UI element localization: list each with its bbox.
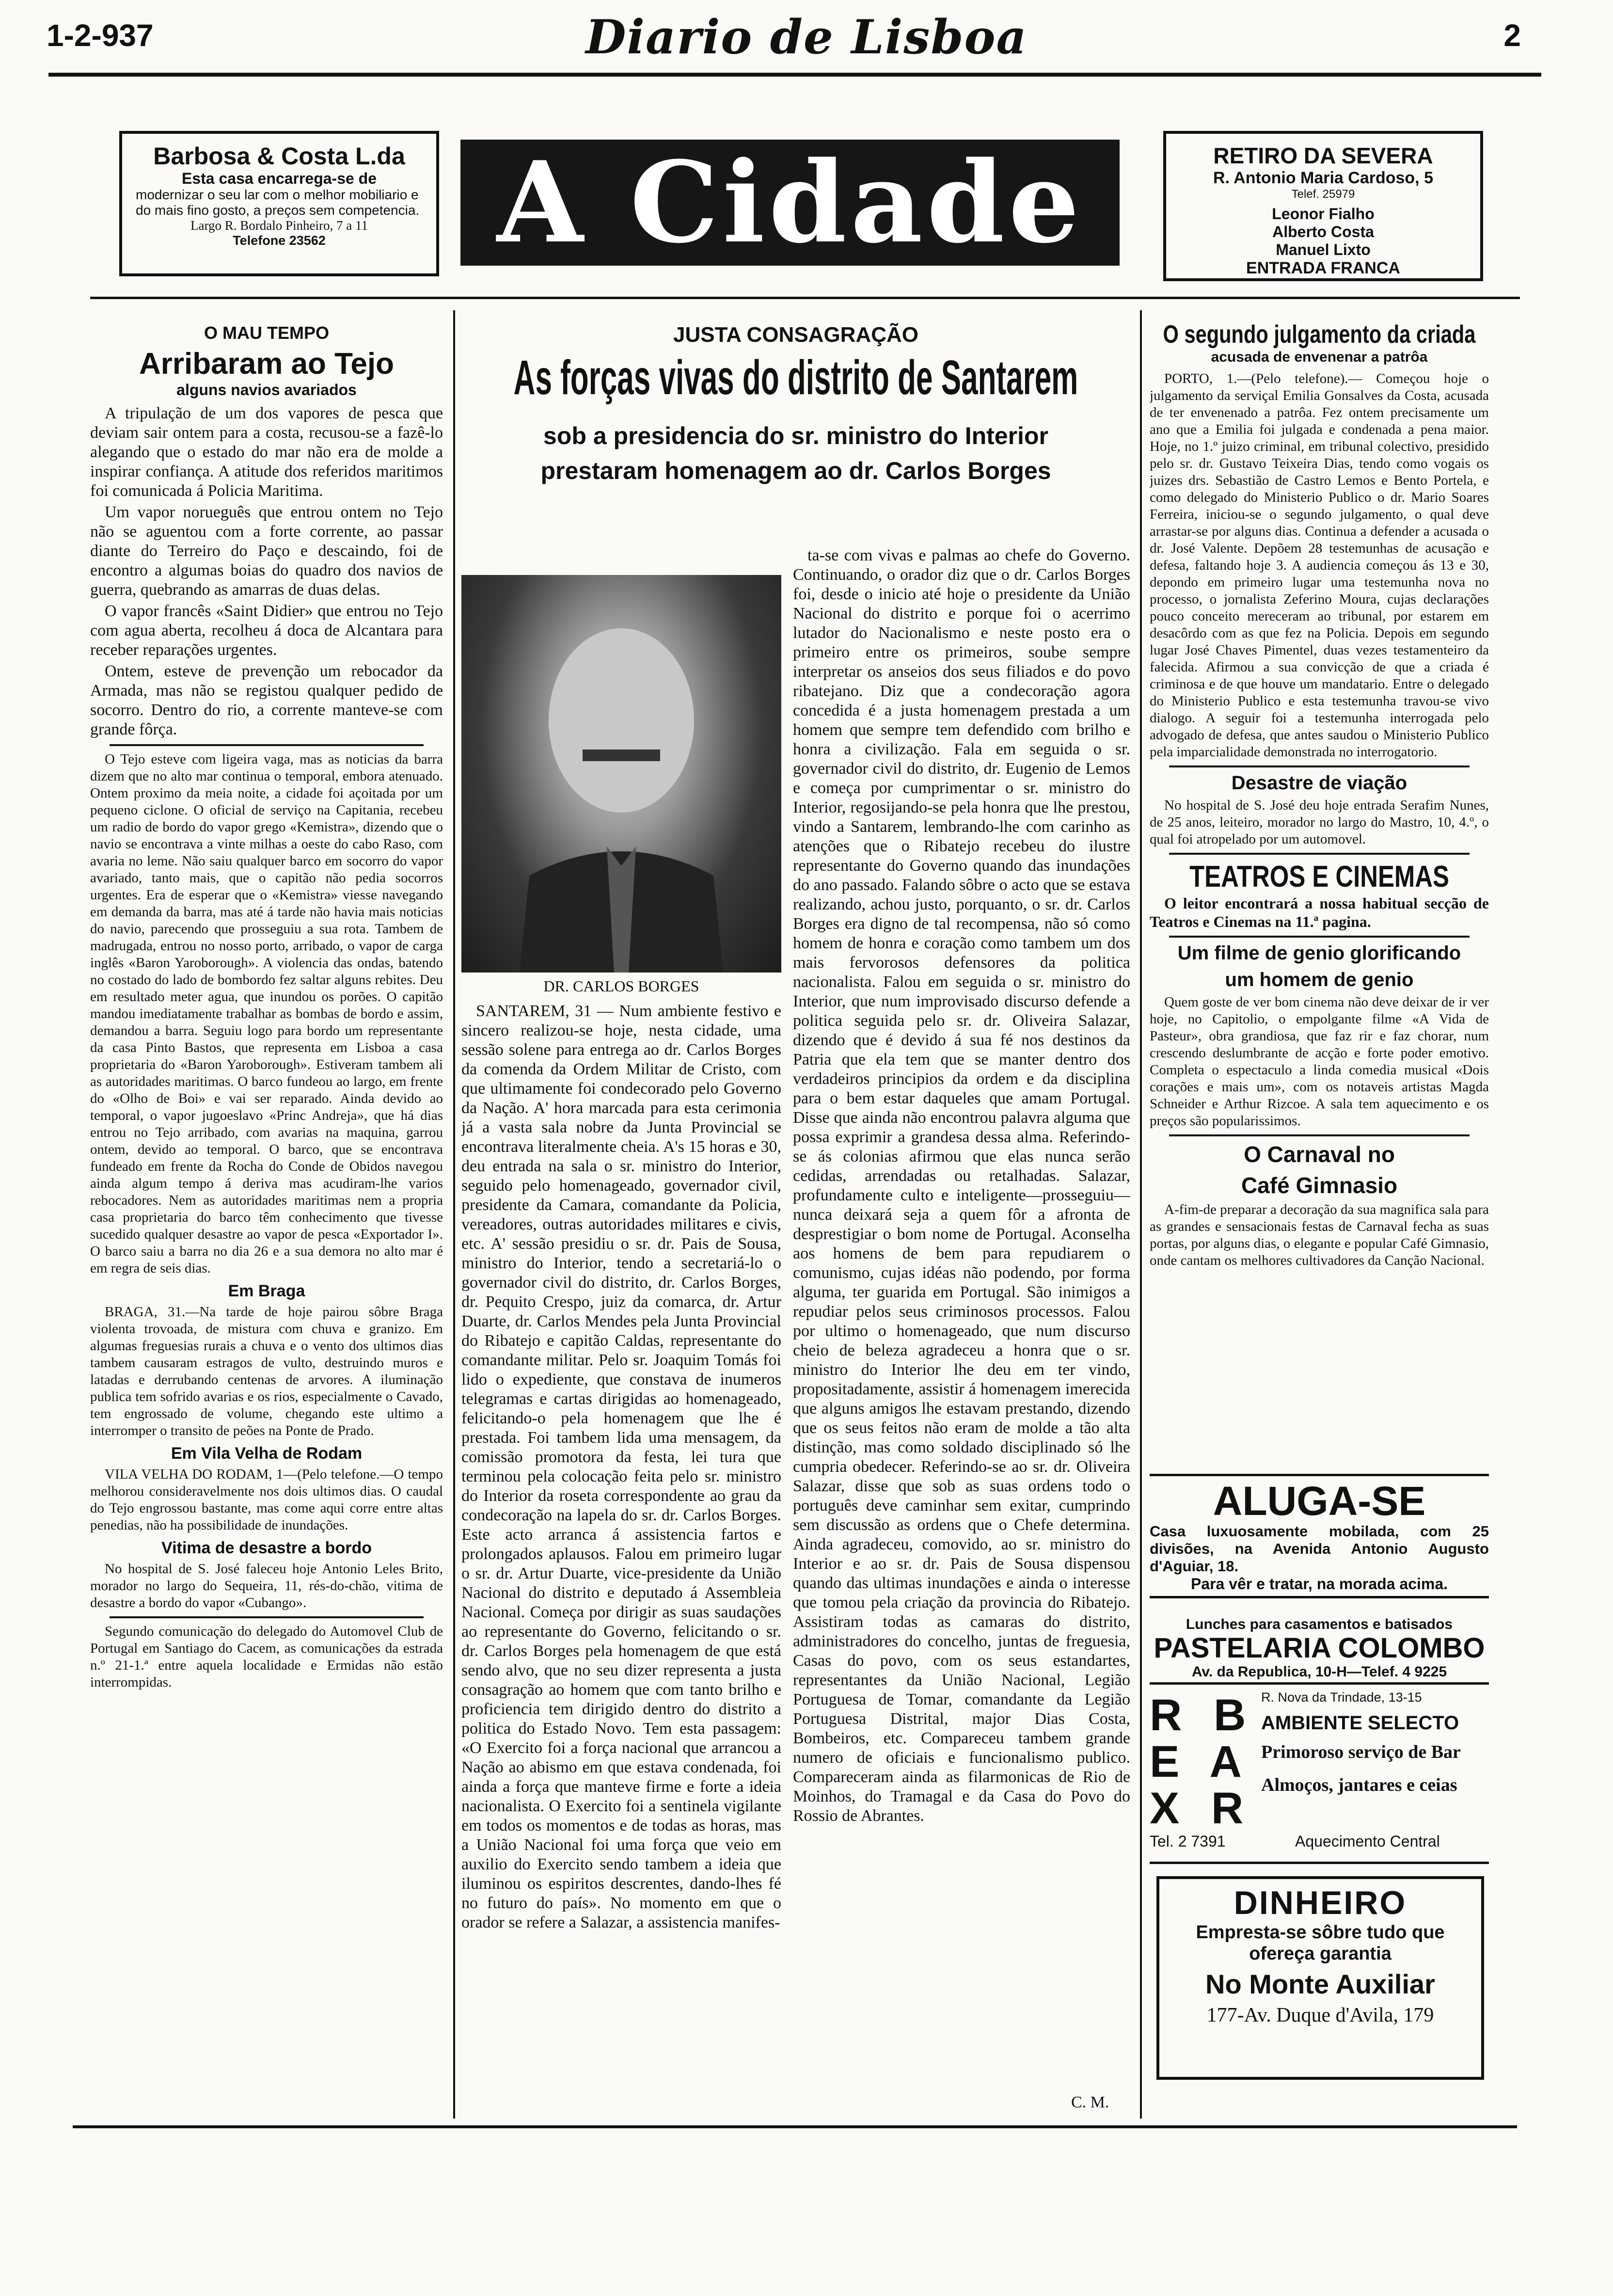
- center-column-a: [461, 1002, 781, 2107]
- right-divider-4: [1169, 1134, 1470, 1136]
- section-masthead: A Cidade: [460, 140, 1120, 266]
- ad-severa-address: R. Antonio Maria Cardoso, 5: [1213, 169, 1433, 187]
- center-subheadline-2: prestaram homenagem ao dr. Carlos Borges: [540, 457, 1051, 484]
- ad-severa-artist-3: Manuel Lixto: [1276, 241, 1371, 258]
- ad-dinheiro: [1156, 1876, 1484, 2080]
- vila-heading: Em Vila Velha de Rodam: [171, 1444, 363, 1463]
- portrait-caption: DR. CARLOS BORGES: [543, 977, 699, 995]
- ad-dinheiro-title: DINHEIRO: [1233, 1884, 1407, 1921]
- left-subheadline: alguns navios avariados: [176, 381, 357, 399]
- left-paragraph-4: Ontem, esteve de prevenção um rebocador da Armada, mas não se registou qualquer pedido de socorro. Dentro do rio, a corrente manteve-se com grande fôrça.: [90, 662, 443, 738]
- ad-barbosa: [119, 131, 439, 276]
- right-headline: O segundo julgamento da criada: [1163, 320, 1476, 349]
- ad-rbe: [1150, 1687, 1489, 1864]
- right-divider-2: [1169, 853, 1470, 855]
- ad-barbosa-title: Barbosa & Costa L.da: [153, 143, 405, 170]
- carnaval-heading-2: Café Gimnasio: [1241, 1173, 1398, 1198]
- ad-rbe-address: R. Nova da Trindade, 13-15: [1261, 1690, 1422, 1705]
- left-column: [90, 320, 443, 2114]
- center-body-a: SANTAREM, 31 — Num ambiente festivo e sincero realizou-se hoje, nesta cidade, uma sessão solene para entrega ao dr. Carlos Borges da comenda da Ordem Militar de Cristo, com que ultimamente foi condecorado pelo Governo da Nação. A' hora marcada para esta cerimonia já a vasta sala nobre da Junta Provincial se encontrava literalmente cheia. A's 15 horas e 30, deu entrada na sala o sr. ministro do Interior, seguido pelo homenageado, governador civil, presidente da Camara, comandante da Policia, vereadores, outras autoridades militares e civis, etc. A' sessão presidiu o sr. dr. Pais de Sousa, ministro do Interior, tendo a secretariá-lo o governador civil do distrito, dr. Carlos Borges, dr. Pequito Crespo, juiz da comarca, dr. Artur Duarte, dr. Carlos Mendes pela Junta Provincial do Ribatejo e capitão Caldas, representante do comandante militar. Pelo sr. Joaquim Tomás foi lido o expediente, que constava de inumeros telegramas e cartas dirigidas ao homenageado, felicitando-o pela homenagem que lhe é prestada. Foi tambem lida uma mensagem, da comissão promotora da festa, lei tura que terminou pela colocação feita pelo sr. ministro do Interior da roseta correspondente ao grau da condecoração na lapela do sr. dr. Carlos Borges. Este acto arranca á assistencia fartos e prolongados aplausos. Falou em primeiro lugar o sr. dr. Artur Duarte, vice-presidente da União Nacional do distrito e deputado á Assembleia Nacional. Começa por dirigir as suas saudações ao representante do Governo, felicitando o sr. dr. Carlos Borges pela homenagem de que está sendo alvo, que no seu dizer representa a justa consagração ao homem que com tanto brilho e proficiencia tem dirigido dentro do distrito a politica do Estado Novo. Tem esta passagem: «O Exercito foi a força nacional que arrancou a Nação ao abismo em que estava condenada, foi ainda a força que manteve firme e forte a ideia nacionalista. O Exercito foi a sentinela vigilante em todos os momentos e de todas as horas, mas a União Nacional foi uma força que veio em auxilio do Exercito sendo tambem a ideia que iluminou os espiritos descrentes, dando-lhes fé no futuro do país». No momento em que o orador se refere a Salazar, a assistencia manifes-: [461, 1002, 781, 1931]
- ad-colombo-address: Av. da Republica, 10-H—Telef. 4 9225: [1191, 1664, 1447, 1680]
- carnaval-text: A-fim-de preparar a decoração da sua magnifica sala para as grandes e sensacionais festas de Carnaval fecha as suas portas, por alguns dias, o elegante e popular Café Gimnasio, onde cantam os melhores cultivadores da Canção Nacional.: [1150, 1202, 1489, 1268]
- center-headline: As forças vivas do distrito de Santarem: [513, 351, 1078, 405]
- ad-colombo-top: Lunches para casamentos e batisados: [1186, 1616, 1453, 1632]
- automovel-text: Segundo comunicação do delegado do Automovel Club de Portugal em Santiago do Cacem, as comunicações da estrada n.º 21-1.ª entre aquela localidade e Ermidas não estão interrompidas.: [90, 1624, 443, 1690]
- left-paragraph-2: Um vapor norueguês que entrou ontem no Tejo não se aguentou com a forte corrente, ao passar diante do Terreiro do Paço e descaindo, foi de encontro a algumas boias do quadro dos navios de guerra, quebrando as amarras de duas delas.: [90, 503, 443, 599]
- newspaper-title: Diario de Lisboa: [585, 10, 1028, 64]
- left-paragraph-1: A tripulação de um dos vapores de pesca que deviam sair ontem para a costa, recusou-se a fazê-lo alegando que o estado do mar não era de molde a inspirar confiança. A atitude dos referidos maritimos foi comunicada á Policia Maritima.: [90, 404, 443, 500]
- page-date: 1-2-937: [47, 18, 154, 53]
- ad-aluga-text: Casa luxuosamente mobilada, com 25 divisões, na Avenida Antonio Augusto d'Aguiar, 18.: [1150, 1523, 1489, 1575]
- ad-aluga-cta: Para vêr e tratar, na morada acima.: [1190, 1575, 1448, 1593]
- center-subheadline-1: sob a presidencia do sr. ministro do Interior: [543, 422, 1048, 449]
- center-kicker: JUSTA CONSAGRAÇÃO: [673, 323, 919, 347]
- braga-heading: Em Braga: [228, 1282, 305, 1300]
- filme-text: Quem goste de ver bom cinema não deve deixar de ir ver hoje, no Capitolio, o empolgante filme «A Vida de Pasteur», obra grandiosa, que faz rir e faz chorar, num crescendo deslumbrante de acção e forte poder emotivo. Completa o espectaculo a linda comedia musical «Dois corações e mais um», com os notaveis artistas Magda Schneider e Arthur Rizcoe. A sala tem aquecimento e os preços são popularissimos.: [1150, 994, 1489, 1129]
- ad-barbosa-phone: Telefone 23562: [233, 233, 326, 248]
- left-divider: [110, 744, 424, 746]
- ad-severa-title: RETIRO DA SEVERA: [1213, 143, 1433, 168]
- left-divider-2: [110, 1616, 424, 1618]
- center-signature: C. M.: [1071, 2093, 1109, 2111]
- bottom-rule: [73, 2125, 1517, 2128]
- viacao-text: No hospital de S. José deu hoje entrada Serafim Nunes, de 25 anos, leiteiro, morador no largo do Mastro, 10, 4.º, o qual foi atropelado por um automovel.: [1150, 797, 1489, 847]
- left-paragraph-3: O vapor francês «Saint Didier» que entrou no Tejo com agua aberta, recolheu á doca de Alcantara para receber reparações urgentes.: [90, 602, 443, 659]
- viacao-heading: Desastre de viação: [1231, 772, 1407, 794]
- center-body-b: ta-se com vivas e palmas ao chefe do Governo. Continuando, o orador diz que o dr. Carlos Borges foi, desde o inicio até hoje o presidente da União Nacional do distrito e porque foi o acerrimo lutador do Nacionalismo e neste posto era o primeiro entre os primeiros, soube sempre interpretar os anseios dos seus filiados e do povo ribatejano. Diz que a condecoração agora concedida é a justa homenagem prestada a um homem que sempre tem defendido com brilho e honra a civilização. Fala em seguida o sr. governador civil do distrito, dr. Eugenio de Lemos e começa por cumprimentar o sr. ministro do Interior, regosijando-se pela honra que lhe prestou, vindo a Santarem, lembrando-lhe com carinho as atenções que o Ribatejo recebeu do ilustre representante do Governo quando das inundações do ano passado. Falando sôbre o acto que se estava realizando, achou justo, porquanto, o sr. dr. Carlos Borges era digno de tal recompensa, não só como homem de honra e coração como tambem um dos mais fervorosos defensores da politica nacionalista. Falou em seguida o sr. ministro do Interior, que num improvisado discurso defende a politica seguida pelo sr. dr. Oliveira Salazar, dizendo que é devido á sua fé nos destinos da Patria que ela tem que se manter dentro dos verdadeiros principios da ordem e da disciplina para o bem estar daqueles que amam Portugal. Disse que ainda não encontrou palavra alguma que possa exprimir a grandesa dessa alma. Referindo-se ás colonias afirmou que elas nunca serão cedidas, arrendadas ou retalhadas. Salazar, profundamente culto e inteligente—prosseguiu—nunca deixará seja a quem fôr a afronta de desprestigiar o bom nome de Portugal. Aconselha aos homens de bem para repudiarem o comunismo, cujas idéas não podendo, por forma alguma, ter guarida em Portugal. São inimigos a repudiar pelos seus criminosos processos. Falou por ultimo o homenageado, que num discurso cheio de beleza agradeceu a honra que o sr. ministro do Interior lhe deu em ter vindo, propositadamente, assistir á homenagem imerecida que alguns amigos lhe estavam prestando, dizendo que os seus feitos não eram de molde a tão alta distinção, mas como soldado disciplinado só lhe cumpria obedecer. Referindo-se ao sr. dr. Oliveira Salazar, disse que sob as suas ordens todo o português deve caminhar sem exitar, cumprindo sem discussão as ordens que o Chefe determina. Ainda agradeceu, comovido, ao sr. ministro do Interior e ao sr. dr. Pais de Sousa dispensou quando das ultimas inundações e ainda o interesse que tomou pela criação da provincia do Ribatejo. Assistiram todas as camaras do distrito, administradores do concelho, juntas de freguesia, Casas do povo, com os seus estandartes, representantes da União Nacional, Legião Portuguesa de Tomar, comandante da Legião Portuguesa Distrital, major Dias Costa, Bombeiros, etc. Compareceu tambem grande numero de oficiais e funcionalismo publico. Compareceram ainda as filarmonicas de Rio de Moinhos, do Tramagal e da Casa do Povo do Rossio de Abrantes.: [793, 546, 1130, 1825]
- left-headline: Arribaram ao Tejo: [139, 347, 394, 381]
- filme-heading-1: Um filme de genio glorificando: [1177, 942, 1461, 964]
- left-small-text: O Tejo esteve com ligeira vaga, mas as noticias da barra dizem que no alto mar continua o temporal, embora atenuado. Ontem proximo da meia noite, a cidade foi açoitada por um pequeno ciclone. O oficial de serviço na Capitania, recebeu um radio de bordo do vapor grego «Kemistra», dizendo que o navio se encontrava a vinte milhas a oeste do cabo Raso, com avaria no leme. Não saiu qualquer barco em socorro do vapor avariado, tanto mais, que o capitão não pedia socorros urgentes. Era de esperar que o «Kemistra» viesse navegando em demanda da barra, mas até á tarde não havia mais noticias do navio, parecendo que prosseguiu a sua rota. Tambem de madrugada, entrou no nosso porto, arribado, o vapor de carga inglês «Baron Yaroborough». A violencia das ondas, batendo no costado do lado de bombordo fez saltar alguns rebites. Deu em resultado meter agua, que inundou os porões. O capitão mandou imediatamente trabalhar as bombas de bordo e assim, demandou a barra. Seguiu logo para bordo um representante da casa Pinto Bastos, que representa em Lisboa a casa proprietaria do «Baron Yaroborough». Estiveram tambem ali as autoridades maritimas. O barco fundeou ao largo, em frente do «Olho de Boi» e vai ser reparado. Ainda devido ao temporal, o vapor jugoeslavo «Princ Andreja», que há dias entrou no Tejo arribado, com avarias na maquina, garrou ontem, devido ao temporal. O barco, que se encontrava fundeado em frente da Rocha do Conde de Obidos navegou ainda algum tempo á deriva mas acudiram-lhe varios rebocadores. Nem as autoridades maritimas nem a propria casa proprietaria do barco têm conhecimento que tivesse sucedido qualquer desastre ao vapor de pesca «Exportador I». O barco saiu a barra no dia 26 e a sua demora no alto mar é em regra de seis dias.: [90, 751, 443, 1276]
- ad-barbosa-line1: Esta casa encarrega-se de: [181, 170, 377, 187]
- ad-dinheiro-text: Empresta-se sôbre tudo que ofereça garantia: [1196, 1922, 1445, 1964]
- right-column: [1150, 320, 1489, 1474]
- portrait-photo: [461, 575, 781, 973]
- center-heading-block: [461, 320, 1130, 485]
- column-rule-2: [1140, 310, 1142, 2119]
- carnaval-heading-1: O Carnaval no: [1244, 1142, 1395, 1167]
- ad-severa: [1163, 131, 1483, 281]
- vitima-text: No hospital de S. José faleceu hoje Antonio Leles Brito, morador no largo do Sequeira, 11, rés-do-chão, vitima de desastre a bordo do vapor «Cubango».: [90, 1561, 443, 1610]
- ad-dinheiro-address: 177-Av. Duque d'Avila, 179: [1206, 2004, 1434, 2026]
- right-divider-3: [1169, 936, 1470, 938]
- ad-severa-entry: ENTRADA FRANCA: [1246, 259, 1400, 277]
- ad-colombo-name: PASTELARIA COLOMBO: [1154, 1632, 1485, 1664]
- portrait-silhouette-icon: [461, 575, 781, 973]
- teatros-heading: TEATROS E CINEMAS: [1189, 860, 1449, 893]
- ad-colombo: [1150, 1614, 1489, 1685]
- vila-text: VILA VELHA DO RODAM, 1—(Pelo telefone.—O tempo melhorou consideravelmente nos dois ultimos dias. O caudal do Tejo engrossou bastante, mas come aqui corre entre altas penedias, não ha possibilidade de inundações.: [90, 1467, 443, 1533]
- right-divider-1: [1169, 765, 1470, 767]
- ad-dinheiro-name: No Monte Auxiliar: [1205, 1969, 1435, 1999]
- right-subheadline: acusada de envenenar a patrôa: [1211, 349, 1428, 365]
- braga-text: BRAGA, 31.—Na tarde de hoje pairou sôbre Braga violenta trovoada, de mistura com chuva e granizo. Em algumas freguesias rurais a chuva e o vento dos ultimos dias tambem causaram estragos de vulto, destruindo muros e latadas e derrubando centenas de arvores. A iluminação publica tem sofrido avarias e os rios, especialmente o Cavado, tem engrossado de volume, chegando este ultimo a interromper o transito de peões na Ponte de Prado.: [90, 1304, 443, 1438]
- ad-barbosa-address: Largo R. Bordalo Pinheiro, 7 a 11: [190, 218, 368, 233]
- ad-rbe-line-1: AMBIENTE SELECTO: [1261, 1712, 1459, 1734]
- right-body: PORTO, 1.—(Pelo telefone).— Começou hoje o julgamento da serviçal Emilia Gonsalves da Costa, acusada de ter envenenado a patrôa. Fez ontem precisamente um ano que a Emilia foi julgada e condenada a pena maior. Hoje, no 1.º juizo criminal, em tribunal colectivo, presidido pelo sr. dr. Gustavo Teixeira Dias, tendo como vogais os juizes drs. Sebastião de Castro Lemos e Bento Portela, e como delegado do Ministerio Publico o dr. Mario Soares Ferreira, iniciou-se o segundo julgamento, o qual deve arrastar-se por alguns dias. Continua a defender a acusada o dr. José Valente. Depõem 28 testemunhas de acusação e defesa, faltando hoje 3. A audiencia começou ás 13 e 30, depondo em primeiro lugar uma testemunha nova no processo, o jornalista Zeferino Moura, cujas declarações pouco conceito mereceram ao tribunal, por estarem em desacôrdo com as que fez na Policia. Depois em segundo lugar José Chaves Pimentel, duas vezes testamenteiro da falecida. Afirmou a sua convicção de que a criada é criminosa e de que houve um mandatario. Entre o delegado do Ministerio Publico e esta testemunha travou-se vivo dialogo. A seguir foi a testemunha interrogada pelo advogado de defesa, que antes saudou o Ministerio Publico pela imparcialidade demonstrada no interrogatorio.: [1150, 371, 1489, 760]
- ad-aluga-title: ALUGA-SE: [1213, 1478, 1426, 1524]
- ad-severa-artist-2: Alberto Costa: [1272, 223, 1374, 240]
- ad-rbe-heating: Aquecimento Central: [1295, 1833, 1440, 1850]
- ad-barbosa-line2: modernizar o seu lar com o melhor mobiliario e do mais fino gosto, a preços sem competencia.: [136, 187, 420, 218]
- teatros-text: O leitor encontrará a nossa habitual secção de Teatros e Cinemas na 11.ª pagina.: [1150, 894, 1489, 930]
- ad-rbe-phone: Tel. 2 7391: [1150, 1833, 1226, 1850]
- page-number: 2: [1503, 18, 1521, 53]
- ad-rbe-line-3: Almoços, jantares e ceias: [1261, 1775, 1457, 1795]
- center-column-b: [793, 546, 1130, 2083]
- column-rule-1: [453, 310, 455, 2119]
- ad-aluga: [1150, 1474, 1489, 1598]
- top-section-rule: [90, 297, 1520, 299]
- vitima-heading: Vitima de desastre a bordo: [161, 1539, 372, 1557]
- filme-heading-2: um homem de genio: [1225, 969, 1414, 990]
- ad-severa-phone: Telef. 25979: [1291, 188, 1355, 201]
- left-kicker: O MAU TEMPO: [204, 323, 329, 343]
- ad-severa-artist-1: Leonor Fialho: [1272, 205, 1375, 223]
- ad-rbe-letters: R B E A X R: [1150, 1690, 1246, 1833]
- ad-rbe-line-2: Primoroso serviço de Bar: [1261, 1742, 1461, 1762]
- header-rule: [48, 73, 1541, 77]
